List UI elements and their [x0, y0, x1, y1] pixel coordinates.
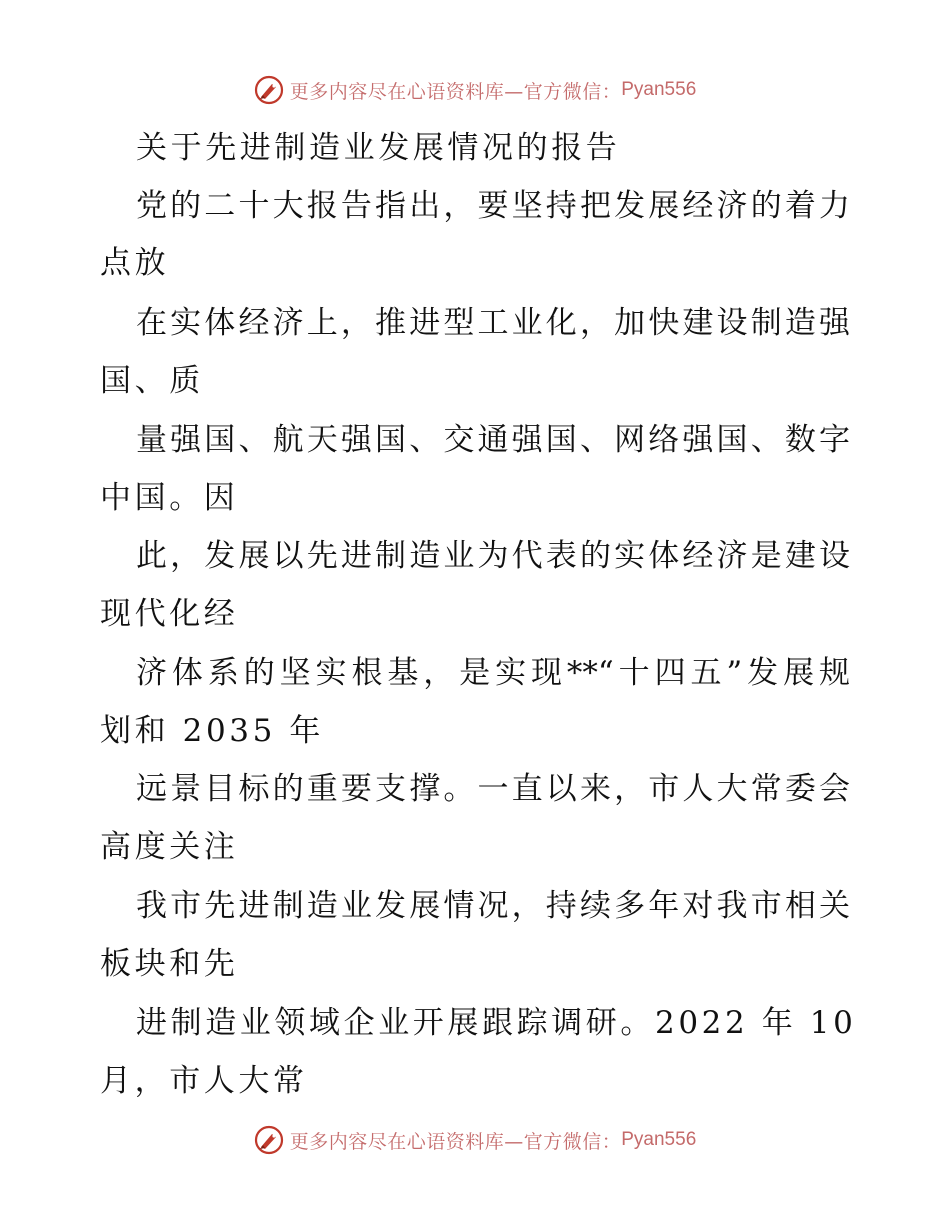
- paragraph-line: 进制造业领域企业开展跟踪调研。2022 年 10: [136, 1005, 857, 1041]
- pen-logo-icon: [254, 1125, 284, 1155]
- paragraph-line: 此，发展以先进制造业为代表的实体经济是建设: [136, 538, 850, 574]
- paragraph-line: 现代化经: [100, 596, 239, 632]
- pen-logo-icon: [254, 75, 284, 105]
- watermark-wechat-id: Pyan556: [621, 1129, 697, 1150]
- paragraph-line: 划和 2035 年: [100, 713, 325, 749]
- paragraph-line: 中国。因: [100, 480, 239, 516]
- paragraph-line: 济体系的坚实根基，是实现**“十四五”发展规: [136, 655, 850, 691]
- watermark-text: 更多内容尽在心语资料库—官方微信：: [289, 80, 622, 103]
- document-title: 关于先进制造业发展情况的报告: [136, 130, 621, 166]
- watermark-wechat-id: Pyan556: [621, 79, 697, 100]
- paragraph-line: 高度关注: [100, 829, 239, 865]
- header-watermark: [0, 72, 950, 108]
- paragraph-line: 量强国、航天强国、交通强国、网络强国、数字: [136, 422, 850, 458]
- paragraph-line: 国、质: [100, 363, 204, 399]
- watermark-text: 更多内容尽在心语资料库—官方微信：: [289, 1130, 622, 1153]
- paragraph-line: 月，市人大常: [100, 1063, 308, 1099]
- paragraph-line: 我市先进制造业发展情况，持续多年对我市相关: [136, 888, 850, 924]
- paragraph-line: 在实体经济上，推进型工业化，加快建设制造强: [136, 305, 850, 341]
- paragraph-line: 党的二十大报告指出，要坚持把发展经济的着力: [136, 188, 850, 224]
- paragraph-line: 板块和先: [100, 946, 239, 982]
- footer-watermark: [0, 1122, 950, 1158]
- paragraph-line: 点放: [100, 245, 170, 281]
- paragraph-line: 远景目标的重要支撑。一直以来，市人大常委会: [136, 771, 850, 807]
